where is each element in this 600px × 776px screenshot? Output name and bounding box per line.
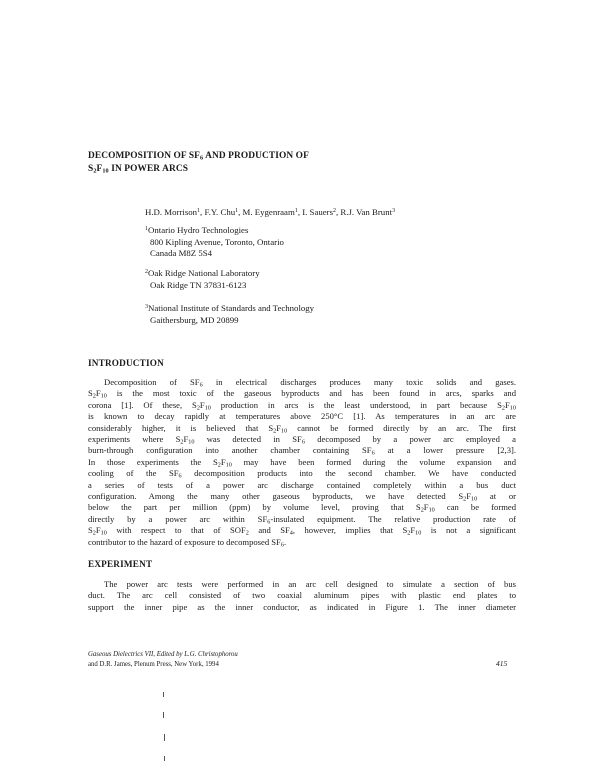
experiment-body: The power arc tests were performed in an arc cell designed to simulate a section of bus duct. The arc cell consisted of two coaxial aluminum pipes with plastic end plates to support the inner pipe as the inner conductor, as indicated in Figure 1. The inner diameter (88, 579, 516, 612)
paper-title (88, 150, 388, 176)
affiliation-2: $^2$Oak Ridge National Laboratory Oak Ridge TN 37831-6123 (145, 268, 260, 290)
author: M. Eygenraam$^1$ (242, 207, 298, 217)
introduction-heading: INTRODUCTION (88, 358, 164, 368)
publication-footnote: Gaseous Dielectrics VII, Edited by L.G. Christophorou and D.R. James, Plenum Press, New York, 1994 (88, 651, 238, 668)
affiliation-1: $^1$Ontario Hydro Technologies 800 Kipling Avenue, Toronto, Ontario Canada M8Z 5S4 (145, 225, 284, 258)
experiment-heading: EXPERIMENT (88, 559, 153, 569)
author: I. Sauers$^2$ (302, 207, 336, 217)
title-line-2: $S_2F_{10}$ IN POWER ARCS (88, 164, 189, 175)
author: H.D. Morrison$^1$ (145, 207, 201, 217)
affiliation-3: $^3$National Institute of Standards and Technology Gaithersburg, MD 20899 (145, 303, 315, 325)
title-line-1: DECOMPOSITION OF $SF_6$ AND PRODUCTION OF (88, 151, 309, 162)
author-list: H.D. Morrison$^1$, F.Y. Chu$^1$, M. Eygenraam$^1$, I. Sauers$^2$, R.J. Van Brunt$^3$ (145, 207, 396, 217)
scan-artifact-marks (160, 690, 170, 770)
introduction-body: Decomposition of $SF_6$ in electrical discharges produces many toxic solids and gases. $S_2F_{10}$ is the most toxic of the gaseous byproducts and has been found in arcs, sparks and corona [1]. Of these, $S_2F_{10}$ production in arcs is the least understood, in part because $S_2F_{10}$ is known to decay rapidly at temperatures above 250°C [1]. As temperatures in an arc are considerably higher, it is believed that $S_2F_{10}$ cannot be formed directly by an arc. The first experiments where $S_2F_{10}$ was detected in $SF_6$ decomposed by a power arc employed a burn-through configuration into another chamber containing $SF_6$ at a lower pressure [2,3]. In those experiments the $S_2F_{10}$ may have been formed during the volume expansion and cooling of the $SF_6$ decomposition products into the second chamber. We have conducted a series of tests of a power arc discharge contained completely within a bus duct configuration. Among the many other gaseous byproducts, we have detected $S_2F_{10}$ at or below the part per million (ppm) by volume level, proving that $S_2F_{10}$ can be formed directly by a power arc within $SF_6$-insulated equipment. The relative production rate of $S_2F_{10}$ with respect to that of $SOF_2$ and $SF_4$, however, implies that $S_2F_{10}$ is not a significant contributor to the hazard of exposure to decomposed $SF_6$. (88, 377, 517, 549)
page-number: 415 (496, 659, 508, 668)
author: R.J. Van Brunt$^3$ (340, 207, 396, 217)
author: F.Y. Chu$^1$ (204, 207, 239, 217)
